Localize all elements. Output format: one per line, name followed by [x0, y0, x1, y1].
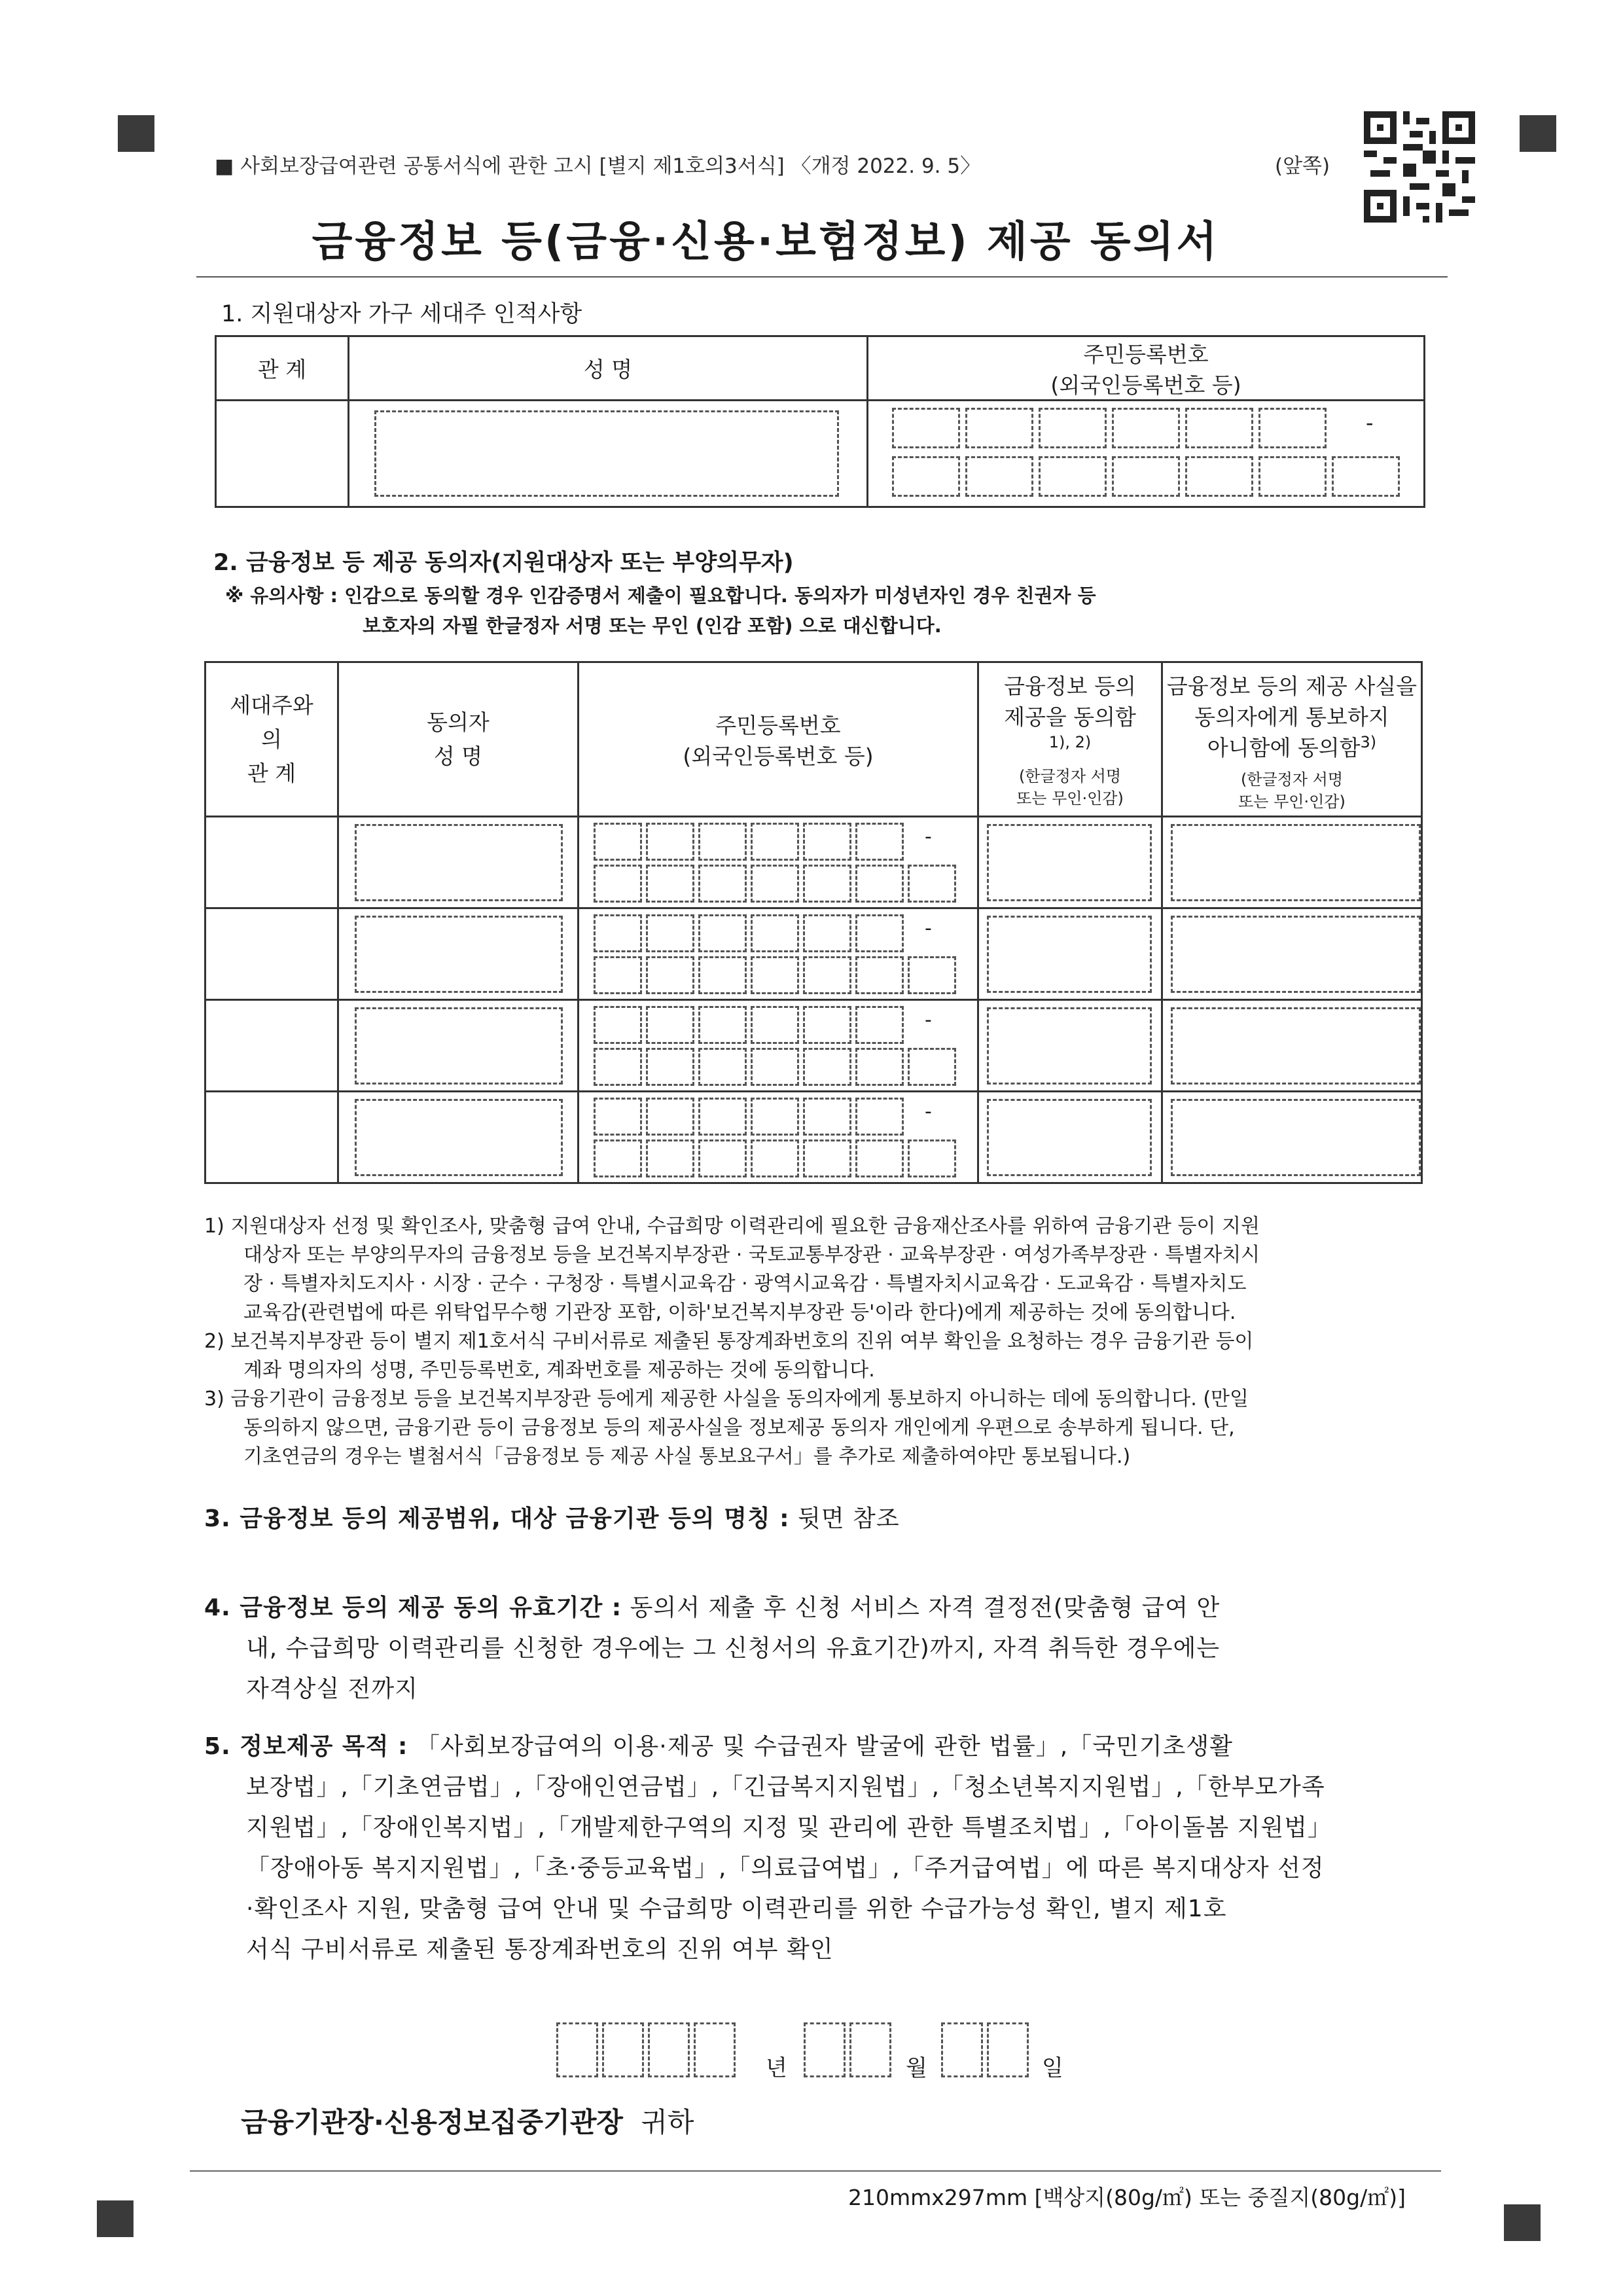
id-digit-box[interactable]: [698, 1048, 747, 1086]
section2-heading: 2. 금융정보 등 제공 동의자(지원대상자 또는 부양의무자): [213, 550, 794, 576]
id-digit-box[interactable]: [908, 1139, 956, 1177]
id-separator-dash: -: [925, 1100, 932, 1123]
consent-sign-cell[interactable]: [978, 817, 1162, 908]
id-digit-box[interactable]: [594, 865, 642, 903]
form-reference-label: ■ 사회보장급여관련 공통서식에 관한 고시 [별지 제1호의3서식] 〈개정 2022. 9. 5〉: [215, 154, 981, 178]
footnotes: [204, 1212, 1435, 1471]
registration-mark-bottom-right: [1504, 2204, 1541, 2241]
consenter-row: [205, 908, 1422, 1000]
col-relation-header: 관 계: [216, 336, 349, 401]
name-cell[interactable]: [338, 817, 579, 908]
col-name-header: 성 명: [349, 336, 868, 401]
footnote-1-line1: 1) 지원대상자 선정 및 확인조사, 맞춤형 급여 안내, 수급희망 이력관리에 필요한 금융재산조사를 위하여 금융기관 등이 지원: [204, 1215, 1260, 1238]
name-input[interactable]: [355, 1007, 563, 1085]
day-label: 일: [1042, 2055, 1063, 2081]
id-digit-box[interactable]: [908, 1048, 956, 1086]
notify-signature-box[interactable]: [1171, 1007, 1421, 1085]
name-input[interactable]: [355, 824, 563, 901]
section5-line3: 지원법」,「장애인복지법」,「개발제한구역의 지정 및 관리에 관한 특별조치법」,「아이돌봄 지원법」: [246, 1814, 1332, 1841]
section3-label: 3. 금융정보 등의 제공범위, 대상 금융기관 등의 명칭 :: [204, 1505, 790, 1532]
col-name-header: 동의자 성 명: [338, 662, 579, 817]
id-digit-box[interactable]: [751, 1048, 799, 1086]
section2-notice-line1: ※ 유의사항 : 인감으로 동의할 경우 인감증명서 제출이 필요합니다. 동의자가 미성년자인 경우 친권자 등: [225, 584, 1096, 607]
registration-mark-bottom-left: [97, 2200, 134, 2237]
id-digit-box[interactable]: [855, 1139, 904, 1177]
id-cell[interactable]: [579, 817, 978, 908]
notify-signature-box[interactable]: [1171, 916, 1421, 993]
id-digit-box[interactable]: [803, 823, 851, 861]
addressee-suffix: 귀하: [641, 2106, 694, 2138]
registration-mark-top-left: [118, 115, 154, 152]
id-cell[interactable]: [579, 1000, 978, 1092]
notify-signature-box[interactable]: [1171, 1099, 1421, 1176]
section5: [204, 1727, 1435, 1970]
id-digit-box[interactable]: [855, 914, 904, 952]
section2-notice-line2: 보호자의 자필 한글정자 서명 또는 무인 (인감 포함) 으로 대신합니다.: [363, 615, 942, 637]
section3: [204, 1499, 900, 1539]
section5-line6: 서식 구비서류로 제출된 통장계좌번호의 진위 여부 확인: [246, 1936, 834, 1963]
householder-name-input[interactable]: [374, 410, 839, 497]
id-digit-box[interactable]: [1112, 456, 1180, 497]
id-cell[interactable]: [579, 908, 978, 1000]
id-digit-box[interactable]: [908, 956, 956, 994]
id-digit-box[interactable]: [751, 1098, 799, 1136]
id-digit-box[interactable]: [855, 865, 904, 903]
year-digit-box[interactable]: [602, 2022, 644, 2077]
id-digit-box[interactable]: [855, 1098, 904, 1136]
id-digit-box[interactable]: [594, 1098, 642, 1136]
id-digit-box[interactable]: [646, 1006, 694, 1044]
id-digit-box[interactable]: [594, 914, 642, 952]
householder-id-cell[interactable]: [868, 401, 1425, 507]
id-digit-box[interactable]: [698, 823, 747, 861]
title-underline: [196, 276, 1448, 278]
col-relation-header: 세대주와 의 관 계: [205, 662, 338, 817]
id-digit-box[interactable]: [594, 823, 642, 861]
col-id-header: 주민등록번호 (외국인등록번호 등): [579, 662, 978, 817]
id-digit-box[interactable]: [698, 1098, 747, 1136]
footnote-1-line3: 장 · 특별자치도지사 · 시장 · 군수 · 구청장 · 특별시교육감 · 광역시교육감 · 특별자치시교육감 · 도교육감 · 특별자치도: [243, 1272, 1247, 1295]
id-digit-box[interactable]: [1258, 408, 1327, 448]
document-title: 금융정보 등(금융·신용·보험정보) 제공 동의서: [312, 218, 1220, 266]
relation-cell[interactable]: [205, 1000, 338, 1092]
name-input[interactable]: [355, 1099, 563, 1176]
id-digit-box[interactable]: [698, 1006, 747, 1044]
consent-sign-cell[interactable]: [978, 1000, 1162, 1092]
name-cell[interactable]: [338, 1092, 579, 1183]
id-digit-box[interactable]: [646, 1139, 694, 1177]
footnote-1-line4: 교육감(관련법에 따른 위탁업무수행 기관장 포함, 이하'보건복지부장관 등'이라 한다)에게 제공하는 것에 동의합니다.: [243, 1301, 1236, 1324]
id-digit-box[interactable]: [1039, 456, 1107, 497]
id-digit-box[interactable]: [594, 1139, 642, 1177]
id-digit-box[interactable]: [698, 914, 747, 952]
section4-line3: 자격상실 전까지: [246, 1676, 418, 1702]
id-digit-box[interactable]: [646, 1048, 694, 1086]
year-digit-box[interactable]: [694, 2022, 736, 2077]
col-consent-header: 금융정보 등의 제공을 동의함 1), 2) (한글정자 서명 또는 무인·인감): [978, 662, 1162, 817]
name-cell[interactable]: [338, 908, 579, 1000]
footnote-3-line2: 동의하지 않으면, 금융기관 등이 금융정보 등의 제공사실을 정보제공 동의자 개인에게 우편으로 송부하게 됩니다. 단,: [243, 1416, 1235, 1439]
id-digit-box[interactable]: [751, 1139, 799, 1177]
consent-sign-cell[interactable]: [978, 1092, 1162, 1183]
notify-sign-cell[interactable]: [1162, 817, 1422, 908]
day-digit-box[interactable]: [987, 2022, 1029, 2077]
relation-cell[interactable]: [205, 817, 338, 908]
year-digit-box[interactable]: [648, 2022, 690, 2077]
id-digit-box[interactable]: [803, 1098, 851, 1136]
month-digit-box[interactable]: [849, 2022, 891, 2077]
qr-code: [1364, 111, 1475, 223]
footnote-2-line2: 계좌 명의자의 성명, 주민등록번호, 계좌번호를 제공하는 것에 동의합니다.: [243, 1359, 875, 1382]
section5-line2: 보장법」,「기초연금법」,「장애인연금법」,「긴급복지지원법」,「청소년복지지원법」,「한부모가족: [246, 1774, 1325, 1801]
id-digit-box[interactable]: [855, 956, 904, 994]
col-notify-header: 금융정보 등의 제공 사실을 동의자에게 통보하지 아니함에 동의함$^{3)}$ (한글정자 서명 또는 무인·인감): [1162, 662, 1422, 817]
year-label: 년: [766, 2055, 787, 2081]
addressee: [241, 2101, 694, 2140]
id-digit-box[interactable]: [1112, 408, 1180, 448]
id-digit-box[interactable]: [803, 1006, 851, 1044]
id-digit-box[interactable]: [751, 865, 799, 903]
id-digit-box[interactable]: [646, 1098, 694, 1136]
id-digit-box[interactable]: [1039, 408, 1107, 448]
consent-signature-box[interactable]: [987, 824, 1152, 901]
consent-signature-box[interactable]: [987, 1099, 1152, 1176]
paper-spec-label: 210mmx297mm [백상지(80g/㎡) 또는 중질지(80g/㎡)]: [848, 2185, 1406, 2210]
consent-signature-box[interactable]: [987, 1007, 1152, 1085]
day-digit-box[interactable]: [941, 2022, 983, 2077]
id-digit-box[interactable]: [594, 1006, 642, 1044]
id-digit-box[interactable]: [1258, 456, 1327, 497]
name-input[interactable]: [355, 916, 563, 993]
id-digit-box[interactable]: [855, 823, 904, 861]
id-digit-box[interactable]: [1185, 408, 1253, 448]
id-cell[interactable]: [579, 1092, 978, 1183]
id-digit-box[interactable]: [892, 408, 960, 448]
id-digit-box[interactable]: [803, 865, 851, 903]
id-digit-box[interactable]: [855, 1006, 904, 1044]
id-digit-box[interactable]: [965, 408, 1033, 448]
consent-signature-box[interactable]: [987, 916, 1152, 993]
id-separator-dash: -: [1366, 410, 1374, 435]
notify-sign-cell[interactable]: [1162, 1092, 1422, 1183]
footer-rule: [190, 2170, 1441, 2172]
householder-name-cell[interactable]: [349, 401, 868, 507]
section5-label: 5. 정보제공 목적 :: [204, 1733, 408, 1760]
notify-signature-box[interactable]: [1171, 824, 1421, 901]
section5-line4: 「장애아동 복지지원법」,「초·중등교육법」,「의료급여법」,「주거급여법」에 따른 복지대상자 선정: [246, 1855, 1325, 1882]
id-digit-box[interactable]: [646, 823, 694, 861]
id-digit-box[interactable]: [646, 914, 694, 952]
id-digit-box[interactable]: [751, 823, 799, 861]
id-digit-box[interactable]: [855, 1048, 904, 1086]
householder-relation-cell[interactable]: [216, 401, 349, 507]
footnote-3-line1: 3) 금융기관이 금융정보 등을 보건복지부장관 등에게 제공한 사실을 동의자에게 통보하지 아니하는 데에 동의합니다. (만일: [204, 1388, 1249, 1410]
month-label: 월: [906, 2055, 927, 2081]
id-digit-box[interactable]: [698, 956, 747, 994]
id-digit-box[interactable]: [1185, 456, 1253, 497]
consenter-row: [205, 1000, 1422, 1092]
relation-cell[interactable]: [205, 908, 338, 1000]
name-cell[interactable]: [338, 1000, 579, 1092]
section5-line5: ·확인조사 지원, 맞춤형 급여 안내 및 수급희망 이력관리를 위한 수급가능성 확인, 별지 제1호: [246, 1895, 1227, 1922]
section4-line1: 동의서 제출 후 신청 서비스 자격 결정전(맞춤형 급여 안: [630, 1594, 1221, 1621]
section5-line1: 「사회보장급여의 이용·제공 및 수급권자 발굴에 관한 법률」,「국민기초생활: [416, 1733, 1233, 1760]
notify-sign-cell[interactable]: [1162, 1000, 1422, 1092]
col-id-header: 주민등록번호 (외국인등록번호 등): [868, 336, 1425, 401]
section4: [204, 1588, 1435, 1710]
section4-label: 4. 금융정보 등의 제공 동의 유효기간 :: [204, 1594, 622, 1621]
id-digit-box[interactable]: [594, 1048, 642, 1086]
consenter-row: [205, 817, 1422, 908]
addressee-name: 금융기관장·신용정보집중기관장: [241, 2106, 623, 2138]
id-separator-dash: -: [925, 825, 932, 848]
section3-value: 뒷면 참조: [798, 1505, 900, 1532]
id-digit-box[interactable]: [646, 956, 694, 994]
id-digit-box[interactable]: [751, 956, 799, 994]
consenter-row: [205, 1092, 1422, 1183]
id-digit-box[interactable]: [646, 865, 694, 903]
id-digit-box[interactable]: [698, 1139, 747, 1177]
id-separator-dash: -: [925, 1008, 932, 1031]
householder-table: [215, 335, 1425, 508]
section4-line2: 내, 수급희망 이력관리를 신청한 경우에는 그 신청서의 유효기간)까지, 자격 취득한 경우에는: [246, 1635, 1221, 1662]
month-digit-box[interactable]: [804, 2022, 846, 2077]
id-digit-box[interactable]: [892, 456, 960, 497]
footnote-3-line3: 기초연금의 경우는 별첨서식「금융정보 등 제공 사실 통보요구서」를 추가로 제출하여야만 통보됩니다.): [243, 1445, 1131, 1468]
id-digit-box[interactable]: [803, 1048, 851, 1086]
id-digit-box[interactable]: [1332, 456, 1400, 497]
id-separator-dash: -: [925, 916, 932, 940]
consent-sign-cell[interactable]: [978, 908, 1162, 1000]
id-digit-box[interactable]: [594, 956, 642, 994]
registration-mark-top-right: [1520, 115, 1556, 152]
id-digit-box[interactable]: [751, 1006, 799, 1044]
id-digit-box[interactable]: [698, 865, 747, 903]
section1-heading: 1. 지원대상자 가구 세대주 인적사항: [221, 301, 582, 327]
id-digit-box[interactable]: [803, 914, 851, 952]
year-digit-box[interactable]: [556, 2022, 598, 2077]
id-digit-box[interactable]: [908, 865, 956, 903]
id-digit-box[interactable]: [965, 456, 1033, 497]
id-digit-box[interactable]: [751, 914, 799, 952]
footnote-2-line1: 2) 보건복지부장관 등이 별지 제1호서식 구비서류로 제출된 통장계좌번호의 진위 여부 확인을 요청하는 경우 금융기관 등이: [204, 1330, 1254, 1353]
consenter-table: [204, 661, 1423, 1184]
notify-sign-cell[interactable]: [1162, 908, 1422, 1000]
footnote-1-line2: 대상자 또는 부양의무자의 금융정보 등을 보건복지부장관 · 국토교통부장관 · 교육부장관 · 여성가족부장관 · 특별자치시: [243, 1244, 1260, 1266]
page-side-label: (앞쪽): [1275, 154, 1330, 178]
id-digit-box[interactable]: [803, 956, 851, 994]
id-digit-box[interactable]: [803, 1139, 851, 1177]
relation-cell[interactable]: [205, 1092, 338, 1183]
